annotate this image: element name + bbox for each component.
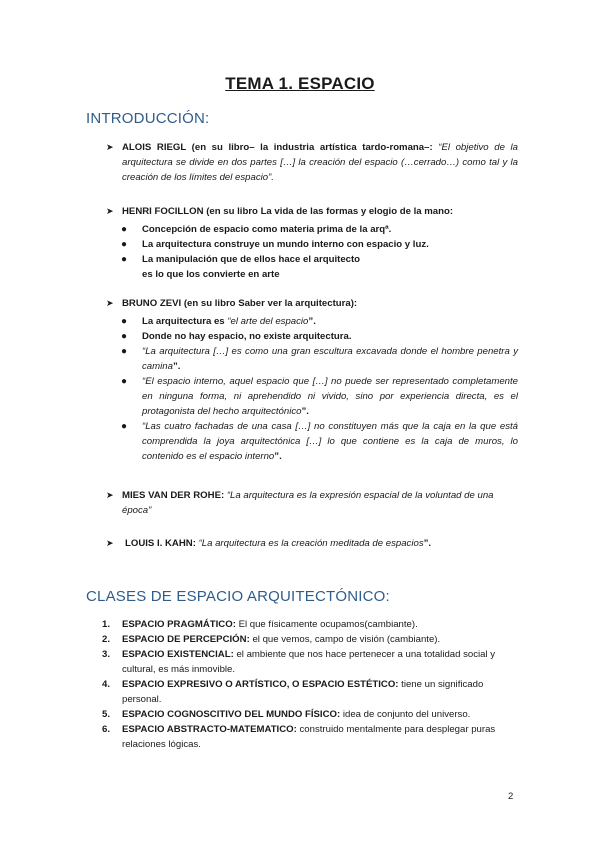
arrow-bullet-icon: ➤ xyxy=(106,142,114,152)
list-item: 5. ESPACIO COGNOSCITIVO DEL MUNDO FÍSICO: idea de conjunto del universo. xyxy=(102,709,471,720)
list-item: ● Concepción de espacio como materia prima de la arqª. xyxy=(121,224,392,235)
author-zevi: BRUNO ZEVI (en su libro Saber ver la arquitectura): xyxy=(122,298,358,309)
entry-zevi xyxy=(106,296,518,464)
quote-kahn: “La arquitectura es la creación meditada de espacios xyxy=(198,538,424,549)
quote-mies: “La arquitectura es la expresión espacial de la voluntad de una época” xyxy=(122,490,494,516)
bullet-dot-icon: ● xyxy=(121,331,128,342)
bullet-dot-icon: ● xyxy=(121,421,128,432)
list-item: ● Donde no hay espacio, no existe arquitectura. xyxy=(121,331,352,342)
author-focillon: HENRI FOCILLON (en su libro La vida de las formas y elogio de la mano: xyxy=(122,206,454,217)
zevi-list xyxy=(106,314,518,464)
quote-riegl: “El objetivo de la arquitectura se divide en dos partes […] la creación del espacio (…cerrado…) como tal y la creación de los límites del espacio”. xyxy=(122,142,518,183)
list-item: 2. ESPACIO DE PERCEPCIÓN: el que vemos, campo de visión (cambiante). xyxy=(102,634,441,645)
author-kahn: LOUIS I. KAHN: xyxy=(125,538,196,549)
bullet-dot-icon: ● xyxy=(121,254,128,265)
bullet-dot-icon: ● xyxy=(121,346,128,357)
list-item: 1. ESPACIO PRAGMÁTICO: El que físicamente ocupamos(cambiante). xyxy=(102,619,418,630)
arrow-bullet-icon: ➤ xyxy=(106,490,114,500)
author-riegl: ALOIS RIEGL (en su libro– la industria artística tardo-romana–: xyxy=(122,142,433,153)
list-item: ● La manipulación que de ellos hace el arquitecto es lo que los convierte en arte xyxy=(121,254,361,280)
entry-focillon xyxy=(106,204,518,282)
entry-kahn: ➤ LOUIS I. KAHN: “La arquitectura es la creación meditada de espacios”. xyxy=(106,538,432,549)
clases-list xyxy=(102,617,512,752)
arrow-bullet-icon: ➤ xyxy=(106,206,114,216)
arrow-bullet-icon: ➤ xyxy=(106,298,114,308)
focillon-list xyxy=(106,222,518,282)
page-title: TEMA 1. ESPACIO xyxy=(225,74,375,93)
intro-heading: INTRODUCCIÓN: xyxy=(86,110,210,127)
list-item: 6. ESPACIO ABSTRACTO-MATEMATICO: construido mentalmente para desplegar puras relaciones lógicas. xyxy=(102,724,496,750)
bullet-dot-icon: ● xyxy=(121,239,128,250)
list-item: 3. ESPACIO EXISTENCIAL: el ambiente que nos hace pertenecer a una totalidad social y cultural, es más inmovible. xyxy=(102,649,496,675)
bullet-dot-icon: ● xyxy=(121,224,128,235)
list-item: ● La arquitectura construye un mundo interno con espacio y luz. xyxy=(121,239,429,250)
clases-heading: CLASES DE ESPACIO ARQUITECTÓNICO: xyxy=(86,588,390,605)
entry-riegl xyxy=(106,140,518,185)
list-item: ● “El espacio interno, aquel espacio que […] no puede ser representado completamente en ninguna forma, ni aprehendido ni vivido, sino por experiencia directa, es el protagonista del hecho arquitectónico”. xyxy=(121,376,518,417)
author-mies: MIES VAN DER ROHE: xyxy=(122,490,225,501)
bullet-dot-icon: ● xyxy=(121,376,128,387)
arrow-bullet-icon: ➤ xyxy=(106,538,114,548)
list-item: ● La arquitectura es “el arte del espacio”. xyxy=(121,316,316,327)
list-item: ● “La arquitectura […] es como una gran escultura excavada donde el hombre penetra y camina”. xyxy=(121,346,518,372)
bullet-dot-icon: ● xyxy=(121,316,128,327)
page-number: 2 xyxy=(508,791,514,802)
entry-mies xyxy=(106,488,518,518)
list-item: 4. ESPACIO EXPRESIVO O ARTÍSTICO, O ESPACIO ESTÉTICO: tiene un significado personal. xyxy=(102,679,484,705)
list-item: ● “Las cuatro fachadas de una casa […] no constituyen más que la caja en la que está comprendida la joya arquitectónica […] lo que contiene es la caja de muros, lo contenido es el espacio interno”. xyxy=(121,421,518,462)
